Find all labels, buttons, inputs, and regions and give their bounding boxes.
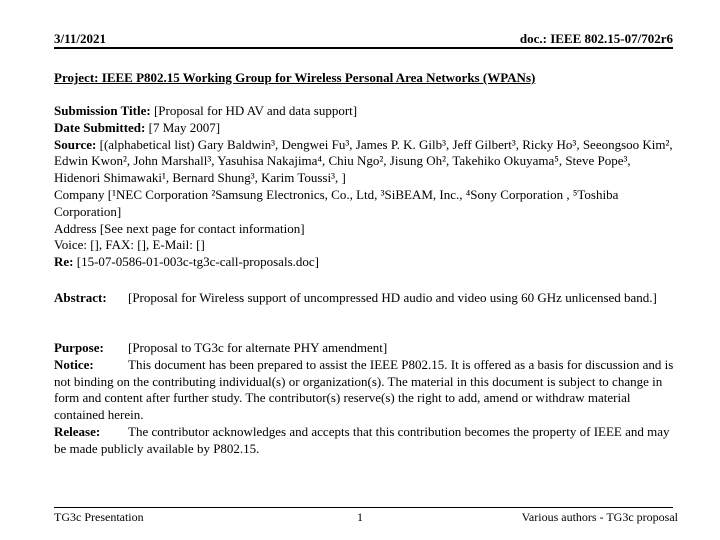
header-rule [54,47,673,49]
header-date: 3/11/2021 [54,31,107,46]
footer-right: Various authors - TG3c proposal [521,510,678,524]
submission-title-value: [Proposal for HD AV and data support] [150,103,358,118]
footer-rule [54,507,673,508]
purpose-text: [Proposal to TG3c for alternate PHY amendment] [128,340,388,355]
company-line: Company [¹NEC Corporation ²Samsung Electronics, Co., Ltd, ³SiBEAM, Inc., ⁴Sony Corporation , ⁵Toshiba Corporation] [54,186,619,219]
contact-line: Voice: [], FAX: [], E-Mail: [] [54,237,205,253]
submission-title-label: Submission Title: [54,103,151,118]
re-value: [15-07-0586-01-003c-tg3c-call-proposals.doc] [73,254,319,270]
release-text: The contributor acknowledges and accepts that this contribution becomes the property of IEEE and may be made publicly available by P802.15. [54,423,670,456]
re-label: Re: [54,254,74,270]
notice-label: Notice: [54,356,94,372]
purpose-label: Purpose: [54,340,104,355]
notice-block [54,340,679,458]
notice-paragraph [54,357,679,424]
notice-text: This document has been prepared to assist the IEEE P802.15. It is offered as a basis for discussion and is not binding on the contributing individual(s) or organization(s). The material in this document is subject to change in form and content after further study. The contributor(s) reserve(s) the right to add, amend or withdraw material contained herein. [54,356,674,423]
abstract-text: [Proposal for Wireless support of uncompressed HD audio and video using 60 GHz unlicensed band.] [128,290,657,305]
release-paragraph [54,424,679,458]
source-label: Source: [54,136,97,152]
project-title: Project: IEEE P802.15 Working Group for Wireless Personal Area Networks (WPANs) [54,70,536,85]
date-submitted-label: Date Submitted: [54,119,146,135]
submission-block [54,103,679,271]
source-line [54,137,679,187]
address-line: Address [See next page for contact information] [54,220,305,236]
date-submitted-value: [7 May 2007] [145,119,221,135]
abstract-block [54,290,679,307]
source-value: [(alphabetical list) Gary Baldwin³, Dengwei Fu³, James P. K. Gilb³, Jeff Gilbert³, Ricky Ho³, Seeongsoo Kim², Edwin Kwon², John Marshall³, Yasuhisa Nakajima⁴, Chiu Ngo², Jisung Oh², Takehiko Okuyama⁵, Steve Pope³, Hidenori Shimawaki¹, Bernard Shung³, Karim Toussi³, ] [54,136,673,186]
footer-left: TG3c Presentation [54,510,144,524]
page-number: 1 [357,510,363,524]
re-line [54,254,679,271]
header-doc-id: doc.: IEEE 802.15-07/702r6 [519,31,673,46]
abstract-label: Abstract: [54,290,107,305]
purpose-line [54,340,679,357]
date-submitted-line [54,120,679,137]
submission-title-line [54,103,679,120]
release-label: Release: [54,423,101,439]
